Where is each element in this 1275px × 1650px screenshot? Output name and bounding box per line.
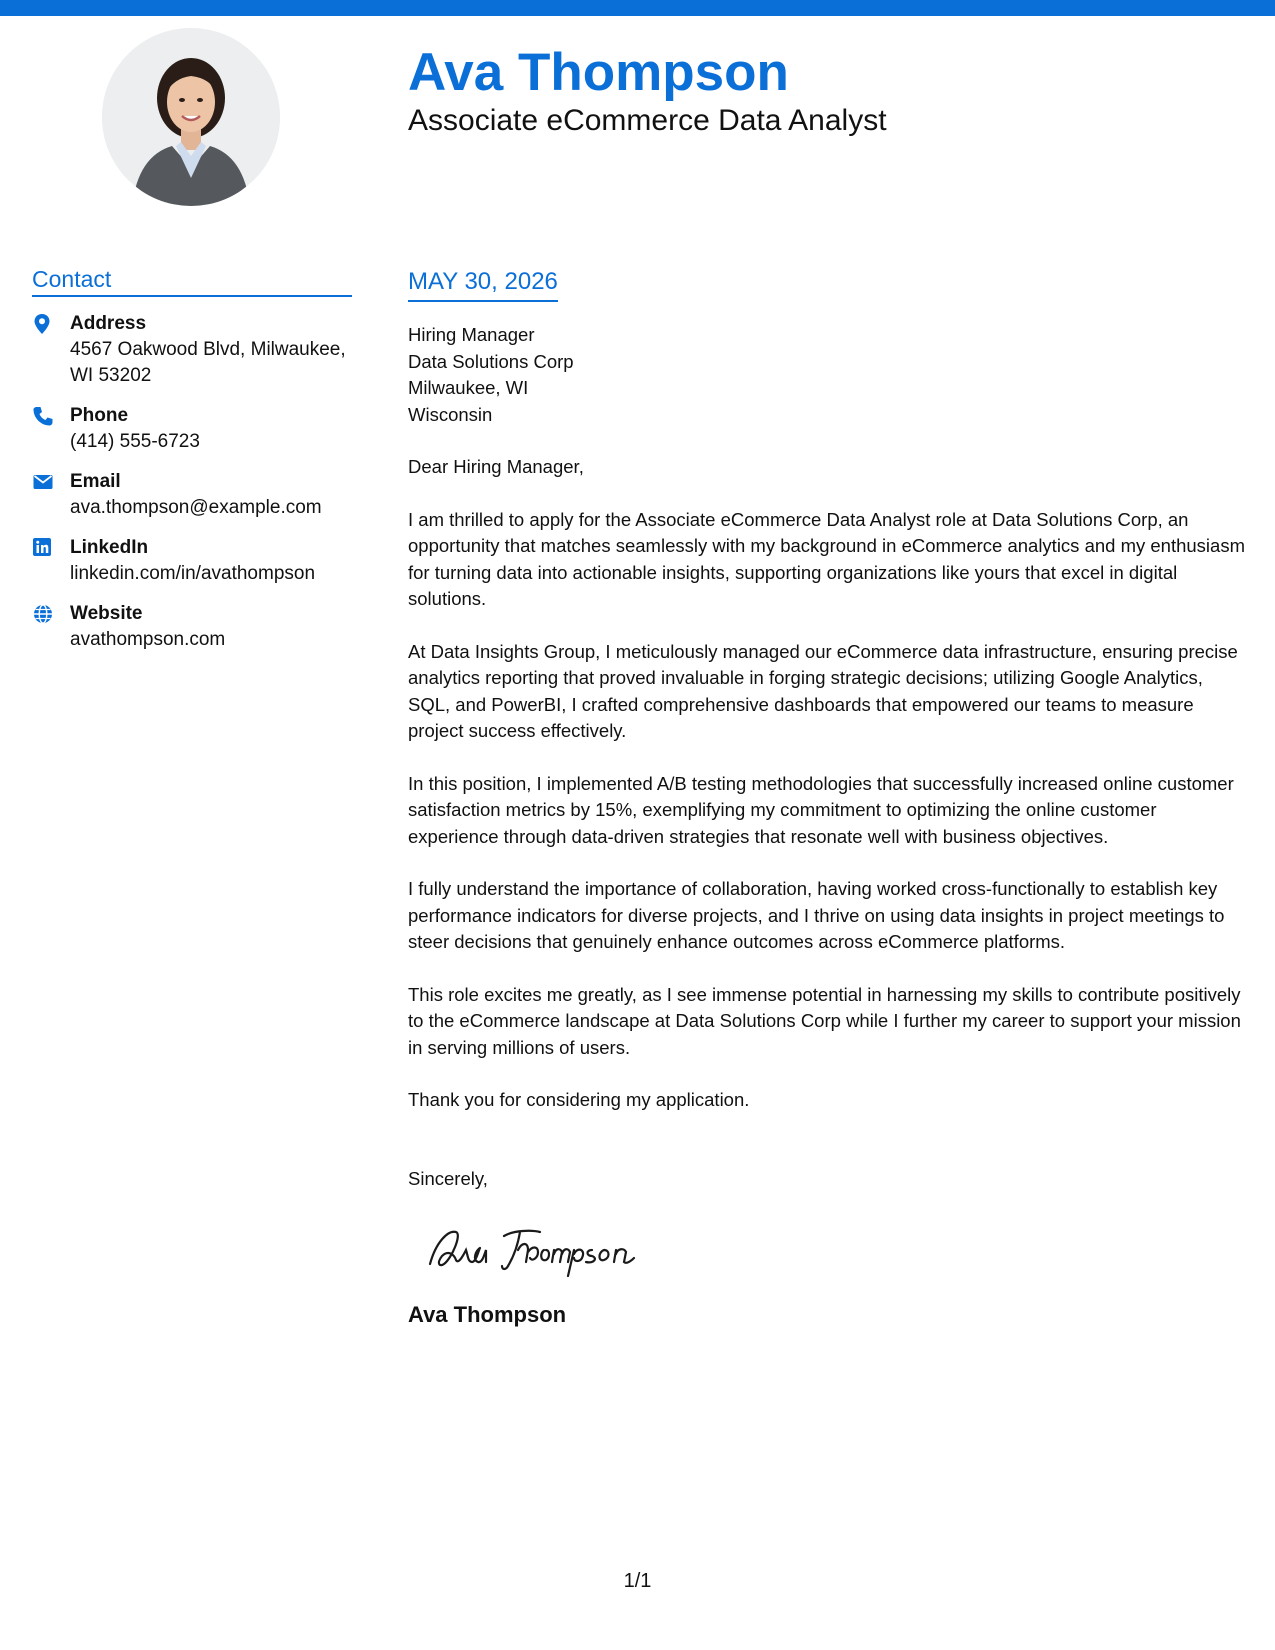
recipient-line: Wisconsin bbox=[408, 403, 493, 425]
signer-name: Ava Thompson bbox=[408, 1302, 567, 1327]
handwritten-signature bbox=[422, 1220, 662, 1280]
address-line-1: 4567 Oakwood Blvd, Milwaukee, bbox=[70, 339, 346, 360]
linkedin-value[interactable]: linkedin.com/in/avathompson bbox=[70, 563, 316, 584]
profile-photo bbox=[102, 28, 280, 206]
globe-icon bbox=[32, 601, 70, 653]
contact-sidebar bbox=[32, 266, 352, 653]
page-number: 1/1 bbox=[623, 1570, 652, 1592]
linkedin-label: LinkedIn bbox=[70, 537, 149, 558]
top-accent-bar bbox=[0, 0, 1275, 16]
body-paragraph: At Data Insights Group, I meticulously managed our eCommerce data infrastructure, ensuring precise analytics reporting that proved invaluable in forging strategic decisions; utilizing Google Analytics, SQL, and PowerBI, I crafted comprehensive dashboards that empowered our teams to measure project success effectively. bbox=[408, 640, 1238, 741]
recipient-line: Data Solutions Corp bbox=[408, 350, 574, 372]
contact-website bbox=[32, 601, 352, 653]
email-label: Email bbox=[70, 471, 121, 492]
website-value[interactable]: avathompson.com bbox=[70, 629, 226, 650]
body-paragraph: I fully understand the importance of collaboration, having worked cross-functionally to establish key performance indicators for diverse projects, and I thrive on using data insights in project meetings to steer decisions that genuinely enhance outcomes across eCommerce platforms. bbox=[408, 878, 1225, 952]
contact-phone bbox=[32, 403, 352, 455]
date-block bbox=[408, 268, 558, 302]
address-label: Address bbox=[70, 313, 147, 334]
phone-icon bbox=[32, 403, 70, 455]
location-pin-icon bbox=[32, 311, 70, 389]
body-paragraph: This role excites me greatly, as I see immense potential in harnessing my skills to contribute positively to the eCommerce landscape at Data Solutions Corp while I further my career to support your mission in serving millions of users. bbox=[408, 983, 1241, 1058]
salutation: Dear Hiring Manager, bbox=[408, 456, 584, 477]
email-icon bbox=[32, 469, 70, 521]
address-line-2: WI 53202 bbox=[70, 365, 152, 386]
email-value[interactable]: ava.thompson@example.com bbox=[70, 497, 322, 518]
recipient-line: Milwaukee, WI bbox=[408, 377, 529, 398]
recipient-block bbox=[408, 322, 1248, 428]
phone-label: Phone bbox=[70, 405, 129, 426]
contact-heading: Contact bbox=[32, 266, 352, 297]
linkedin-icon bbox=[32, 535, 70, 587]
body-paragraph: Thank you for considering my application. bbox=[408, 1089, 750, 1110]
body-paragraph: In this position, I implemented A/B testing methodologies that successfully increased online customer satisfaction metrics by 15%, exemplifying my commitment to optimizing the online customer experience through data-driven strategies that resonate well with business objectives. bbox=[408, 772, 1234, 847]
letter-date: MAY 30, 2026 bbox=[408, 268, 558, 295]
contact-email bbox=[32, 469, 352, 521]
letter-body bbox=[408, 268, 1248, 1328]
website-label: Website bbox=[70, 603, 143, 624]
contact-address bbox=[32, 311, 352, 389]
applicant-name: Ava Thompson bbox=[408, 43, 789, 102]
closing: Sincerely, bbox=[408, 1167, 488, 1189]
phone-value[interactable]: (414) 555-6723 bbox=[70, 431, 200, 452]
body-paragraph: I am thrilled to apply for the Associate eCommerce Data Analyst role at Data Solutions Corp, an opportunity that matches seamlessly with my background in eCommerce analytics and my enthusiasm for turning data into actionable insights, supporting organizations like yours that excel in digital solutions. bbox=[408, 508, 1245, 609]
job-title: Associate eCommerce Data Analyst bbox=[408, 104, 887, 137]
contact-linkedin bbox=[32, 535, 352, 587]
recipient-line: Hiring Manager bbox=[408, 324, 535, 345]
